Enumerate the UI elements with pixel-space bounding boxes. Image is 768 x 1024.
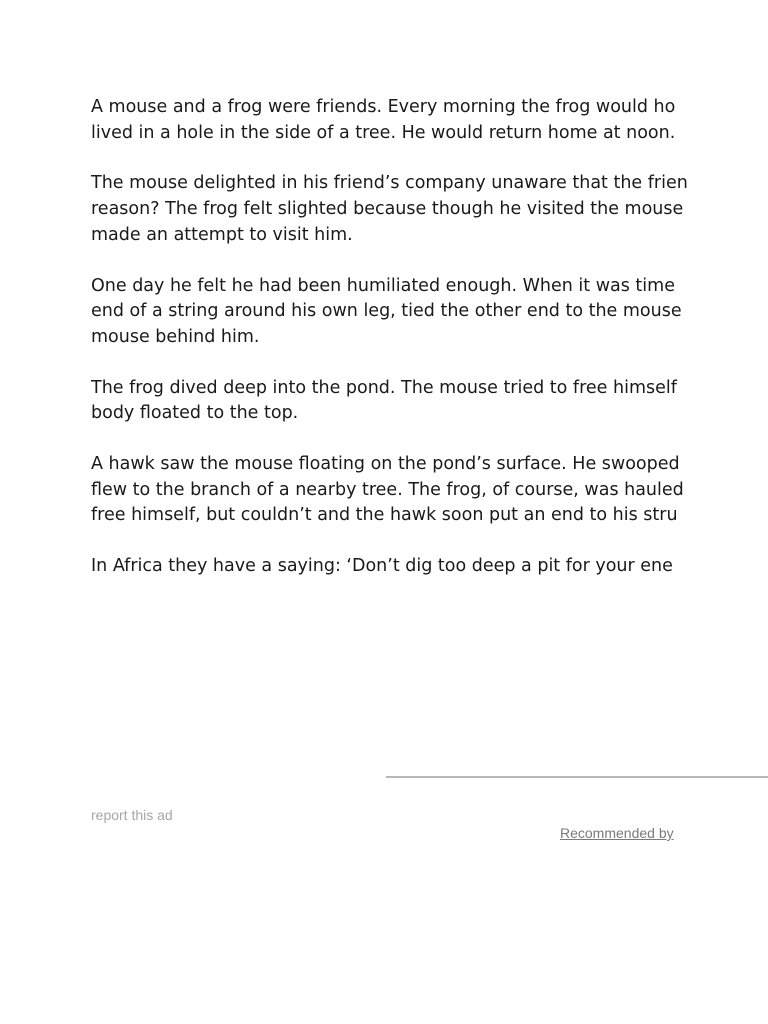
story-paragraph <box>91 171 768 248</box>
story-line: body floated to the top. <box>91 403 299 424</box>
story-line: The frog dived deep into the pond. The mouse tried to free himself <box>91 377 677 398</box>
story-line: reason? The frog felt slighted because though he visited the mouse <box>91 199 684 220</box>
story-line: A hawk saw the mouse floating on the pond’s surface. He swooped <box>91 454 680 475</box>
story-paragraph <box>91 376 768 427</box>
story-line: A mouse and a frog were friends. Every morning the frog would ho <box>91 97 676 117</box>
recommended-by-link[interactable]: Recommended by <box>560 825 674 841</box>
story-line: The mouse delighted in his friend’s company unaware that the frien <box>91 173 688 194</box>
story-line: One day he felt he had been humiliated enough. When it was time <box>91 275 675 296</box>
story-line: In Africa they have a saying: ‘Don’t dig too deep a pit for your ene <box>91 556 673 577</box>
report-ad-link[interactable]: report this ad <box>91 807 173 823</box>
story-line: free himself, but couldn’t and the hawk soon put an end to his stru <box>91 505 678 526</box>
story-line: end of a string around his own leg, tied the other end to the mouse <box>91 301 682 322</box>
story-line: flew to the branch of a nearby tree. The frog, of course, was hauled <box>91 479 684 500</box>
story-body <box>91 95 768 605</box>
ad-divider <box>386 776 768 778</box>
story-paragraph <box>91 452 768 529</box>
story-paragraph <box>91 554 768 580</box>
story-line: made an attempt to visit him. <box>91 224 353 245</box>
story-line: mouse behind him. <box>91 326 260 347</box>
story-paragraph <box>91 95 768 146</box>
story-paragraph <box>91 274 768 351</box>
story-line: lived in a hole in the side of a tree. He would return home at noon. <box>91 122 676 143</box>
